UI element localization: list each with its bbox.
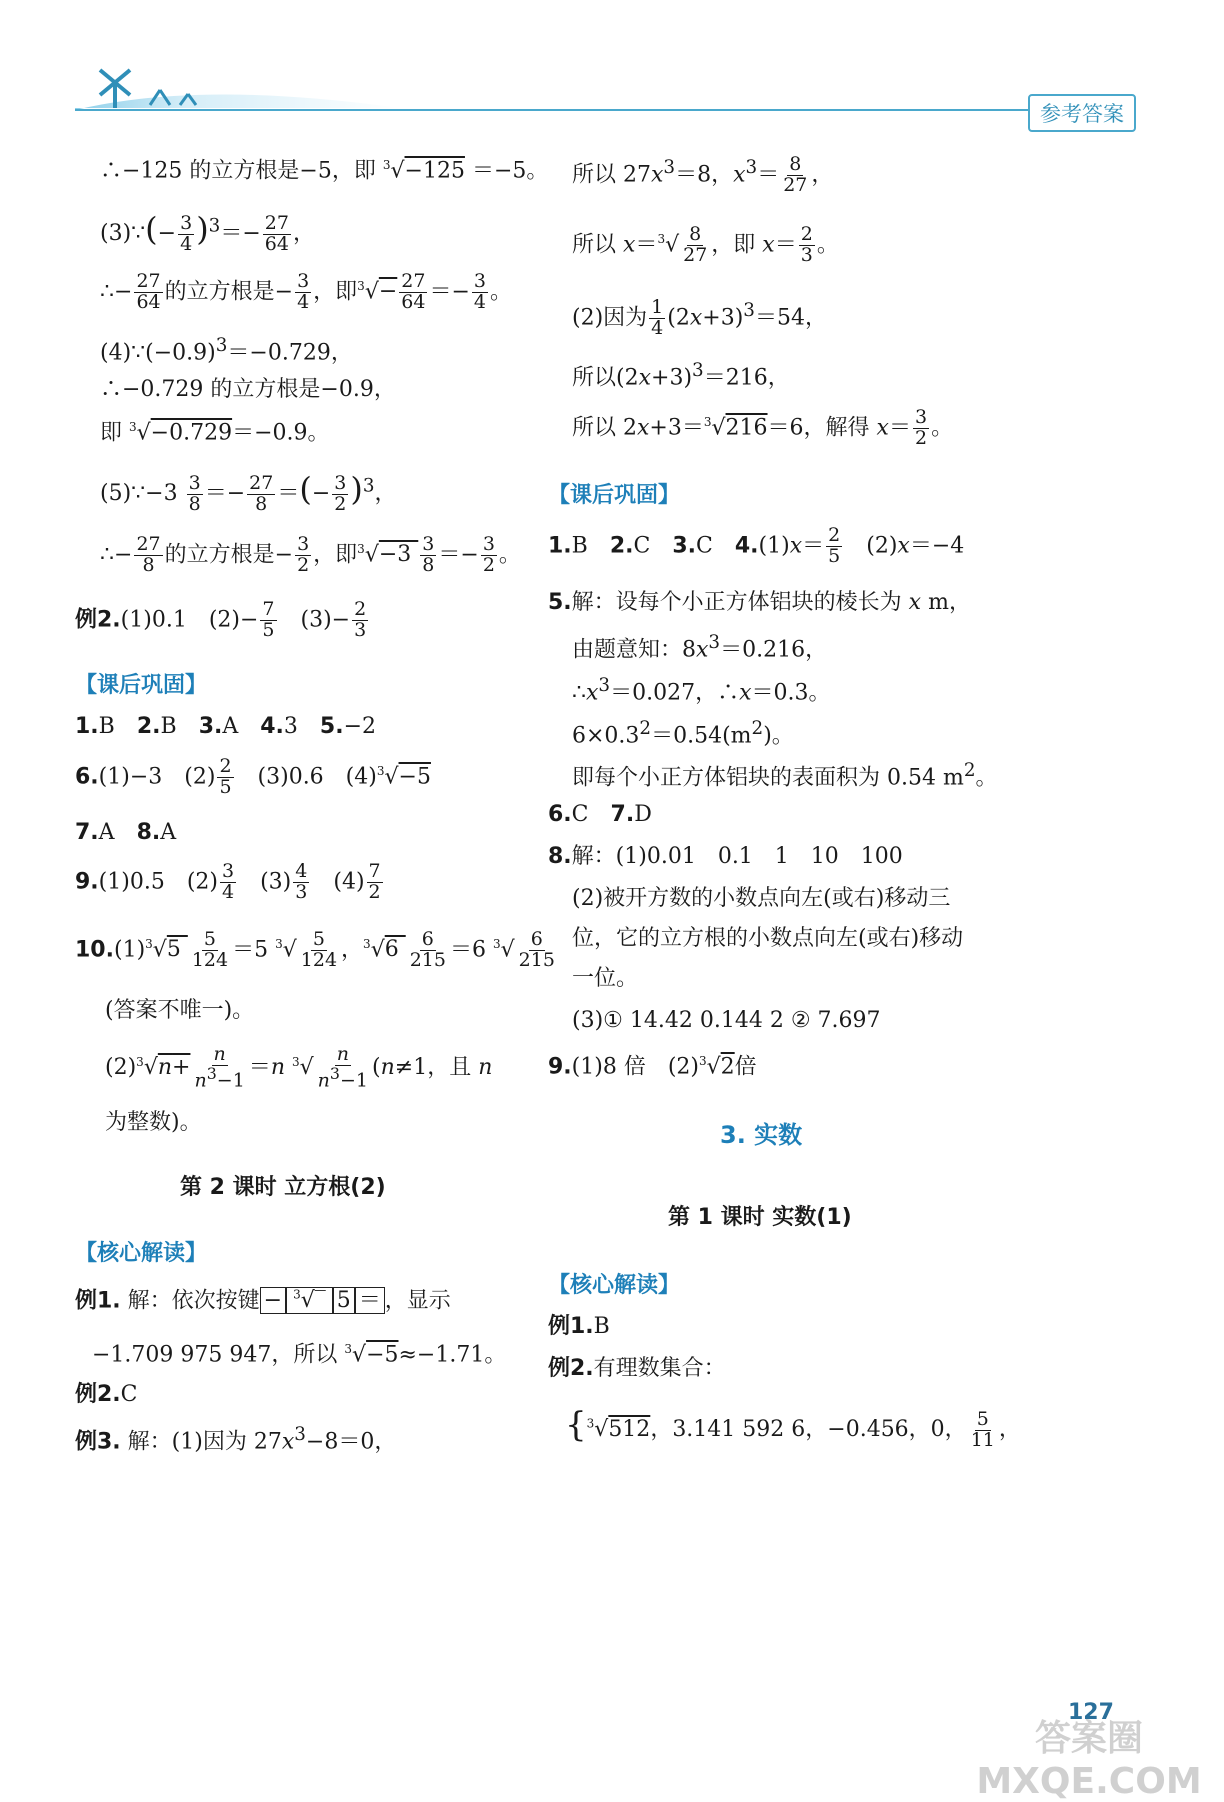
text-line: 6.C 7.D	[548, 802, 652, 827]
section-heading: 【课后巩固】	[75, 673, 208, 698]
text-line: 例1. 解：依次按键 − $^3$√‾ 5 ＝ ，显示	[75, 1288, 451, 1314]
text-line: 8.解：(1)0.01 0.1 1 10 100	[548, 844, 903, 869]
text-line: 即 $^3$√−0.729＝−0.9。	[100, 420, 330, 446]
text-line: 所以 x＝$^3$√ $\frac{8}{27}$ ，即 x＝ $\frac{2}{3}$ 。	[572, 223, 839, 266]
text-line: −1.709 975 947，所以 $^3$√−5≈−1.71。	[92, 1342, 507, 1368]
text-line: 为整数)。	[105, 1110, 202, 1135]
text-line: 1.B 2.B 3.A 4.3 5.−2	[75, 714, 377, 739]
text-line: (5)∵−3 $\frac{3}{8}$ ＝− $\frac{27}{8}$ ＝(− $\frac{3}{2}$ )$^3$，	[100, 470, 397, 515]
section-heading: 【核心解读】	[548, 1273, 681, 1298]
text-line: 7.A 8.A	[75, 820, 177, 845]
text-line: 由题意知：$8x^3=0.216$，	[572, 632, 828, 663]
text-line: $6\times 0.3^2=0.54(m^2)$。	[572, 718, 794, 749]
text-line: 例2.有理数集合：	[548, 1356, 726, 1381]
answer-key-label: 参考答案	[1028, 94, 1136, 132]
text-line: 9.(1)0.5 (2) $\frac{3}{4}$ (3) $\frac{4}{3}$ (4) $\frac{7}{2}$	[75, 860, 381, 903]
text-line: ∴− $\frac{27}{64}$ 的立方根是− $\frac{3}{4}$ ，即$^3$√− $\frac{27}{64}$ ＝− $\frac{3}{4}$ 。	[100, 270, 513, 313]
text-line: (答案不唯一)。	[105, 998, 255, 1023]
text-line: 即每个小正方体铝块的表面积为 0.54 $m^2$。	[572, 760, 998, 791]
watermark-text: 答案圈 MXQE.COM	[976, 1718, 1202, 1802]
text-line: 例3. 解：(1)因为 $27x^3-8=0$，	[75, 1424, 397, 1455]
text-line: ∴−125 的立方根是−5，即 $^3$√−125 ＝−5。	[100, 158, 549, 184]
text-line: 例2.(1)0.1 (2)− $\frac{7}{5}$ (3)− $\frac{2}{3}$	[75, 598, 367, 641]
chapter-title: 3. 实数	[720, 1121, 803, 1149]
text-line: $\therefore x^3=0.027$，∴x＝0.3。	[572, 675, 831, 706]
text-line: $(4)\because(-0.9)^3=-0.729$，	[100, 335, 353, 366]
text-line: (2)被开方数的小数点向左(或右)移动三	[572, 886, 951, 911]
lesson-title: 第 2 课时 立方根(2)	[180, 1175, 386, 1200]
text-line: ∴−0.729 的立方根是−0.9，	[100, 377, 396, 402]
text-line: {$^3$√512，3.141 592 6，−0.456，0， $\frac{5}{11}$ ，	[565, 1405, 1021, 1451]
text-line: 所以$(2x+3)^3=216$，	[572, 360, 790, 391]
text-line: (2)因为 $\frac{1}{4}$ $(2x+3)^3=54$，	[572, 296, 827, 339]
text-line: 所以 $27x^3=8$，$x^3=$ $\frac{8}{27}$ ，	[572, 153, 834, 196]
text-line: 例2.C	[75, 1382, 138, 1407]
text-line: 5.解：设每个小正方体铝块的棱长为 x m，	[548, 590, 971, 615]
section-heading: 【课后巩固】	[548, 483, 681, 508]
page-header	[0, 0, 1224, 140]
text-line: 例1.B	[548, 1314, 610, 1339]
text-line: $10.(1)^3√5$ $\frac{5}{124}$ ＝5 $^3$√ $\frac{5}{124}$ ，$^3$√6 $\frac{6}{215}$ ＝6 $^3$√ $\frac{6}{215}$	[75, 928, 555, 971]
text-line: ∴− $\frac{27}{8}$ 的立方根是− $\frac{3}{2}$ ，即$^3$√−3 $\frac{3}{8}$ ＝− $\frac{3}{2}$ 。	[100, 533, 521, 576]
text-line: 位，它的立方根的小数点向左(或右)移动	[572, 926, 964, 951]
text-line: (3)① 14.42 0.144 2 ② 7.697	[572, 1008, 881, 1033]
text-line: 一位。	[572, 966, 639, 991]
text-line: 所以 2x+3＝$^3$√216＝6，解得 x＝ $\frac{3}{2}$ 。	[572, 406, 954, 449]
text-line: 9.(1)8 倍 $(2)^3√2$倍	[548, 1054, 757, 1080]
page-number: 127	[1068, 1700, 1114, 1725]
watermark	[974, 1710, 1204, 1802]
lesson-title: 第 1 课时 实数(1)	[668, 1205, 852, 1230]
text-line: 6.(1)−3 (2) $\frac{2}{5}$ (3)0.6 $(4)^3√-5$	[75, 755, 431, 798]
section-heading: 【核心解读】	[75, 1241, 208, 1266]
text-line: 1.B 2.C 3.C 4.(1)x＝ $\frac{2}{5}$ (2)x＝−4	[548, 524, 965, 567]
text-line: $(2)^3√n+$ $\frac{n}{n^3-1}$ ＝n $^3$√ $\frac{n}{n^3-1}$ (n≠1，且 n	[105, 1043, 493, 1092]
text-line: (3)∵(− $\frac{3}{4}$ )$^3$＝− $\frac{27}{64}$ ，	[100, 210, 315, 255]
